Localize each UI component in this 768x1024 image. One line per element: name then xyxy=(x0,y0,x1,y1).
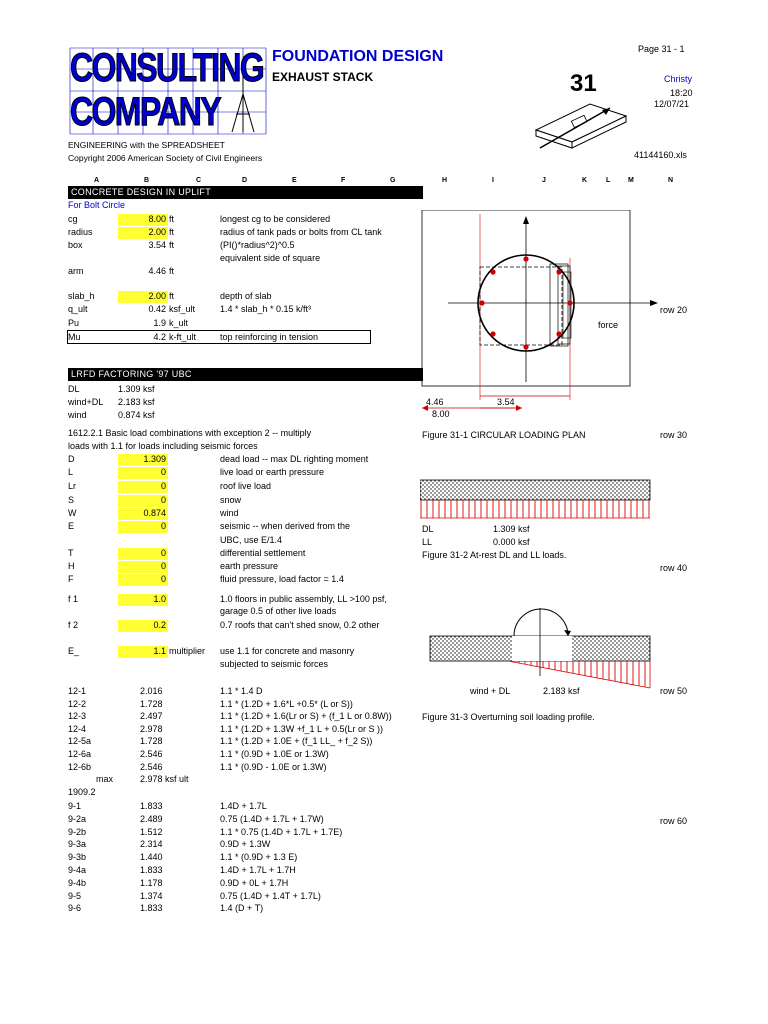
dl-value: 1.309 ksf xyxy=(493,524,530,534)
combo-id: 9-6 xyxy=(68,903,82,914)
ll-label: LL xyxy=(422,537,433,547)
combo-formula: 1.1 * (1.2D + 1.0E + (f_1 LL_ + f_2 S)) xyxy=(220,736,373,747)
logo-line-1: CONSULTING xyxy=(70,46,264,90)
combo-formula: 0.9D + 0L + 1.7H xyxy=(220,877,289,888)
factor-value: 0 xyxy=(160,548,166,558)
load-label: wind xyxy=(68,410,87,420)
dim-arm: 4.46 xyxy=(426,397,444,407)
row-note: (PI()*radius^2)^0.5 xyxy=(220,240,295,250)
load-value: 0.874 ksf xyxy=(118,410,155,420)
combo-formula: 1.1 * (1.2D + 1.3W +f_1 L + 0.5(Lr or S )) xyxy=(220,723,383,734)
section-bar-lrfd: LRFD FACTORING '97 UBC xyxy=(68,368,423,381)
combo-formula: 0.75 (1.4D + 1.7L + 1.7W) xyxy=(220,813,324,824)
date-stamp: 12/07/21 xyxy=(654,99,690,109)
combo-id: 9-3b xyxy=(68,852,87,863)
combo-id: 9-5 xyxy=(68,890,82,901)
factor-value: 0 xyxy=(160,481,166,491)
f2-label: f 2 xyxy=(68,620,79,630)
factor-value: 0 xyxy=(160,521,166,531)
row-label: Mu xyxy=(68,332,81,342)
e-label: E_ xyxy=(68,646,80,656)
combo-formula: 1.1 * 0.75 (1.4D + 1.7L + 1.7E) xyxy=(220,826,343,837)
code-ref: 1909.2 xyxy=(68,787,96,797)
figure-3-caption: Figure 31-3 Overturning soil loading profile. xyxy=(422,712,595,722)
combo-id: 9-4b xyxy=(68,877,87,888)
f1-note-2: garage 0.5 of other live loads xyxy=(220,606,337,616)
f2-note: 0.7 roofs that can't shed snow, 0.2 other xyxy=(220,620,380,630)
row-note: equivalent side of square xyxy=(220,253,321,263)
row-value: 2.00 xyxy=(148,227,166,237)
combo-id: 9-4a xyxy=(68,865,87,875)
combo-formula: 1.4 (D + T) xyxy=(220,903,264,914)
page-subtitle: EXHAUST STACK xyxy=(272,70,374,84)
row-label-50: row 50 xyxy=(660,686,688,696)
combo-formula: 1.1 * (1.2D + 1.6*L +0.5* (L or S)) xyxy=(220,698,353,709)
col-f: F xyxy=(341,177,346,184)
row-label: q_ult xyxy=(68,304,88,314)
dl-label: DL xyxy=(422,524,434,534)
col-g: G xyxy=(390,177,396,184)
row-label-30: row 30 xyxy=(660,430,688,440)
combo-value: 1.728 xyxy=(140,698,163,709)
factor-value: 0 xyxy=(160,574,166,584)
factor-note: earth pressure xyxy=(220,561,279,571)
row-unit: ft xyxy=(169,227,175,237)
combo-value: 1.833 xyxy=(140,801,163,811)
max-value: 2.978 ksf ult xyxy=(140,774,189,784)
author-name: Christy xyxy=(664,74,693,84)
f1-label: f 1 xyxy=(68,594,79,604)
factor-note: fluid pressure, load factor = 1.4 xyxy=(220,574,344,584)
combo-value: 1.440 xyxy=(140,852,163,863)
factor-label: T xyxy=(68,548,74,558)
row-unit: k-ft_ult xyxy=(169,332,197,342)
row-label: slab_h xyxy=(68,291,95,301)
copyright: Copyright 2006 American Society of Civil Engineers xyxy=(68,153,263,163)
factor-value: 0 xyxy=(160,561,166,571)
combo-id: 12-3 xyxy=(68,711,87,722)
wind-dl-label: wind + DL xyxy=(470,686,511,696)
e-note: use 1.1 for concrete and masonry xyxy=(220,646,355,656)
combo-value: 2.546 xyxy=(140,749,163,759)
combo-id: 12-1 xyxy=(68,686,87,696)
col-d: D xyxy=(242,177,248,184)
f1-value: 1.0 xyxy=(153,594,166,604)
page-number: Page 31 - 1 xyxy=(638,44,685,54)
factor-note: seismic -- when derived from the xyxy=(220,521,351,531)
col-e: E xyxy=(292,177,297,184)
combo-value: 1.833 xyxy=(140,903,163,914)
combo-id: 9-3a xyxy=(68,839,87,850)
col-j: J xyxy=(542,177,546,184)
combo-id: 12-4 xyxy=(68,723,87,734)
factor-label: H xyxy=(68,561,75,571)
section-bar-concrete: CONCRETE DESIGN IN UPLIFT xyxy=(68,186,423,199)
combo-formula: 0.9D + 1.3W xyxy=(220,839,271,850)
combo-value: 1.833 xyxy=(140,865,163,875)
row-value: 2.00 xyxy=(148,291,166,301)
load-value: 1.309 ksf xyxy=(118,384,155,394)
row-label: cg xyxy=(68,214,78,224)
file-name: 41144160.xls xyxy=(634,150,687,160)
row-label: Pu xyxy=(68,318,80,328)
row-note: 1.4 * slab_h * 0.15 k/ft³ xyxy=(220,304,312,314)
col-i: I xyxy=(492,177,494,184)
combo-value: 2.314 xyxy=(140,839,163,850)
col-c: C xyxy=(196,177,202,184)
combo-id: 9-1 xyxy=(68,801,82,811)
factor-label: L xyxy=(68,467,74,477)
row-note: depth of slab xyxy=(220,291,272,301)
tagline: ENGINEERING with the SPREADSHEET xyxy=(68,140,225,150)
col-m: M xyxy=(628,177,634,184)
row-value: 8.00 xyxy=(148,214,166,224)
figure-2-caption: Figure 31-2 At-rest DL and LL loads. xyxy=(422,550,567,560)
combo-formula: 1.1 * (0.9D - 1.0E or 1.3W) xyxy=(220,761,327,772)
combo-value: 1.728 xyxy=(140,736,163,747)
combo-value: 2.497 xyxy=(140,711,163,722)
factor-note: wind xyxy=(220,508,239,518)
col-b: B xyxy=(144,177,150,184)
chapter-number: 31 xyxy=(570,70,597,97)
combo-id: 9-2b xyxy=(68,826,87,837)
combo-value: 2.546 xyxy=(140,761,163,772)
logo-line-2: COMPANY xyxy=(70,90,220,134)
load-label: wind+DL xyxy=(68,397,104,407)
slab-icon xyxy=(528,98,628,156)
row-label-20: row 20 xyxy=(660,305,688,315)
factor-note: live load or earth pressure xyxy=(220,467,325,477)
combo-id: 9-2a xyxy=(68,813,87,824)
page-title: FOUNDATION DESIGN xyxy=(272,48,444,65)
row-value: 1.9 xyxy=(153,318,166,328)
col-h: H xyxy=(442,177,448,184)
row-unit: ft xyxy=(169,291,175,301)
col-l: L xyxy=(606,177,611,184)
e-unit: multiplier xyxy=(169,646,206,656)
combo-id: 12-6a xyxy=(68,749,92,759)
factor-value: 0.874 xyxy=(143,508,166,518)
row-value: 3.54 xyxy=(148,240,166,250)
combo-formula: 1.1 * (0.9D + 1.0E or 1.3W) xyxy=(220,749,329,759)
factor-note: dead load -- max DL righting moment xyxy=(220,454,369,464)
row-unit: ft xyxy=(169,266,175,276)
max-label: max xyxy=(96,774,114,784)
load-label: DL xyxy=(68,384,80,394)
force-label: force xyxy=(598,320,619,330)
combo-value: 1.178 xyxy=(140,877,163,888)
combo-id: 12-2 xyxy=(68,698,87,709)
combo-formula: 1.1 * (0.9D + 1.3 E) xyxy=(220,852,298,863)
combo-formula: 1.4D + 1.7L + 1.7H xyxy=(220,865,296,875)
row-value: 4.2 xyxy=(153,332,166,342)
row-unit: k_ult xyxy=(169,318,189,328)
row-unit: ft xyxy=(169,240,175,250)
factor-note: differential settlement xyxy=(220,548,306,558)
e-note-2: subjected to seismic forces xyxy=(220,659,329,669)
figure-1-caption: Figure 31-1 CIRCULAR LOADING PLAN xyxy=(422,430,586,440)
col-n: N xyxy=(668,177,674,184)
dim-cg: 8.00 xyxy=(432,409,450,419)
col-a: A xyxy=(94,177,100,184)
clause-text: 1612.2.1 Basic load combinations with exception 2 -- multiply xyxy=(68,428,312,438)
factor-note: roof live load xyxy=(220,481,272,491)
row-label: arm xyxy=(68,266,84,276)
section-subheading: For Bolt Circle xyxy=(68,200,126,210)
combo-value: 2.489 xyxy=(140,813,163,824)
dim-box: 3.54 xyxy=(497,397,515,407)
f1-note: 1.0 floors in public assembly, LL >100 psf, xyxy=(220,594,387,604)
load-value: 2.183 ksf xyxy=(118,397,155,407)
combo-value: 1.374 xyxy=(140,890,163,901)
wind-dl-value: 2.183 ksf xyxy=(543,686,580,696)
col-k: K xyxy=(582,177,588,184)
figure-dl-ll xyxy=(420,478,652,522)
row-value: 0.42 xyxy=(148,304,166,314)
figure-overturning-profile xyxy=(428,606,660,692)
factor-label: S xyxy=(68,495,75,505)
factor-value: 1.309 xyxy=(143,454,166,464)
combo-formula: 1.1 * (1.2D + 1.6(Lr or S) + (f_1 L or 0.8W)) xyxy=(220,711,392,722)
combo-value: 1.512 xyxy=(140,826,163,837)
row-note: top reinforcing in tension xyxy=(220,332,319,342)
combo-formula: 1.4D + 1.7L xyxy=(220,801,267,811)
row-label-60: row 60 xyxy=(660,816,688,826)
factor-note: UBC, use E/1.4 xyxy=(220,535,283,545)
company-logo xyxy=(68,44,268,138)
factor-value: 0 xyxy=(160,495,166,505)
row-label: radius xyxy=(68,227,93,237)
combo-value: 2.978 xyxy=(140,723,163,734)
time-stamp: 18:20 xyxy=(670,88,693,98)
combo-formula: 0.75 (1.4D + 1.4T + 1.7L) xyxy=(220,890,321,901)
figure-circular-loading-plan xyxy=(418,210,668,432)
factor-label: E xyxy=(68,521,75,531)
mu-box xyxy=(67,330,371,344)
row-label: box xyxy=(68,240,83,250)
ll-value: 0.000 ksf xyxy=(493,537,530,547)
factor-label: F xyxy=(68,574,74,584)
row-label-40: row 40 xyxy=(660,563,688,573)
row-value: 4.46 xyxy=(148,266,166,276)
factor-value: 0 xyxy=(160,467,166,477)
row-note: radius of tank pads or bolts from CL tank xyxy=(220,227,382,237)
factor-label: W xyxy=(68,508,77,518)
factor-label: D xyxy=(68,454,75,464)
row-note: longest cg to be considered xyxy=(220,214,331,224)
factor-label: Lr xyxy=(68,481,77,491)
combo-value: 2.016 xyxy=(140,686,163,696)
e-value: 1.1 xyxy=(153,646,166,656)
combo-id: 12-5a xyxy=(68,736,92,747)
f2-value: 0.2 xyxy=(153,620,166,630)
factor-note: snow xyxy=(220,495,242,505)
combo-id: 12-6b xyxy=(68,761,92,772)
combo-formula: 1.1 * 1.4 D xyxy=(220,686,263,696)
clause-text-2: loads with 1.1 for loads including seismic forces xyxy=(68,441,258,451)
row-unit: ft xyxy=(169,214,175,224)
row-unit: ksf_ult xyxy=(169,304,196,314)
